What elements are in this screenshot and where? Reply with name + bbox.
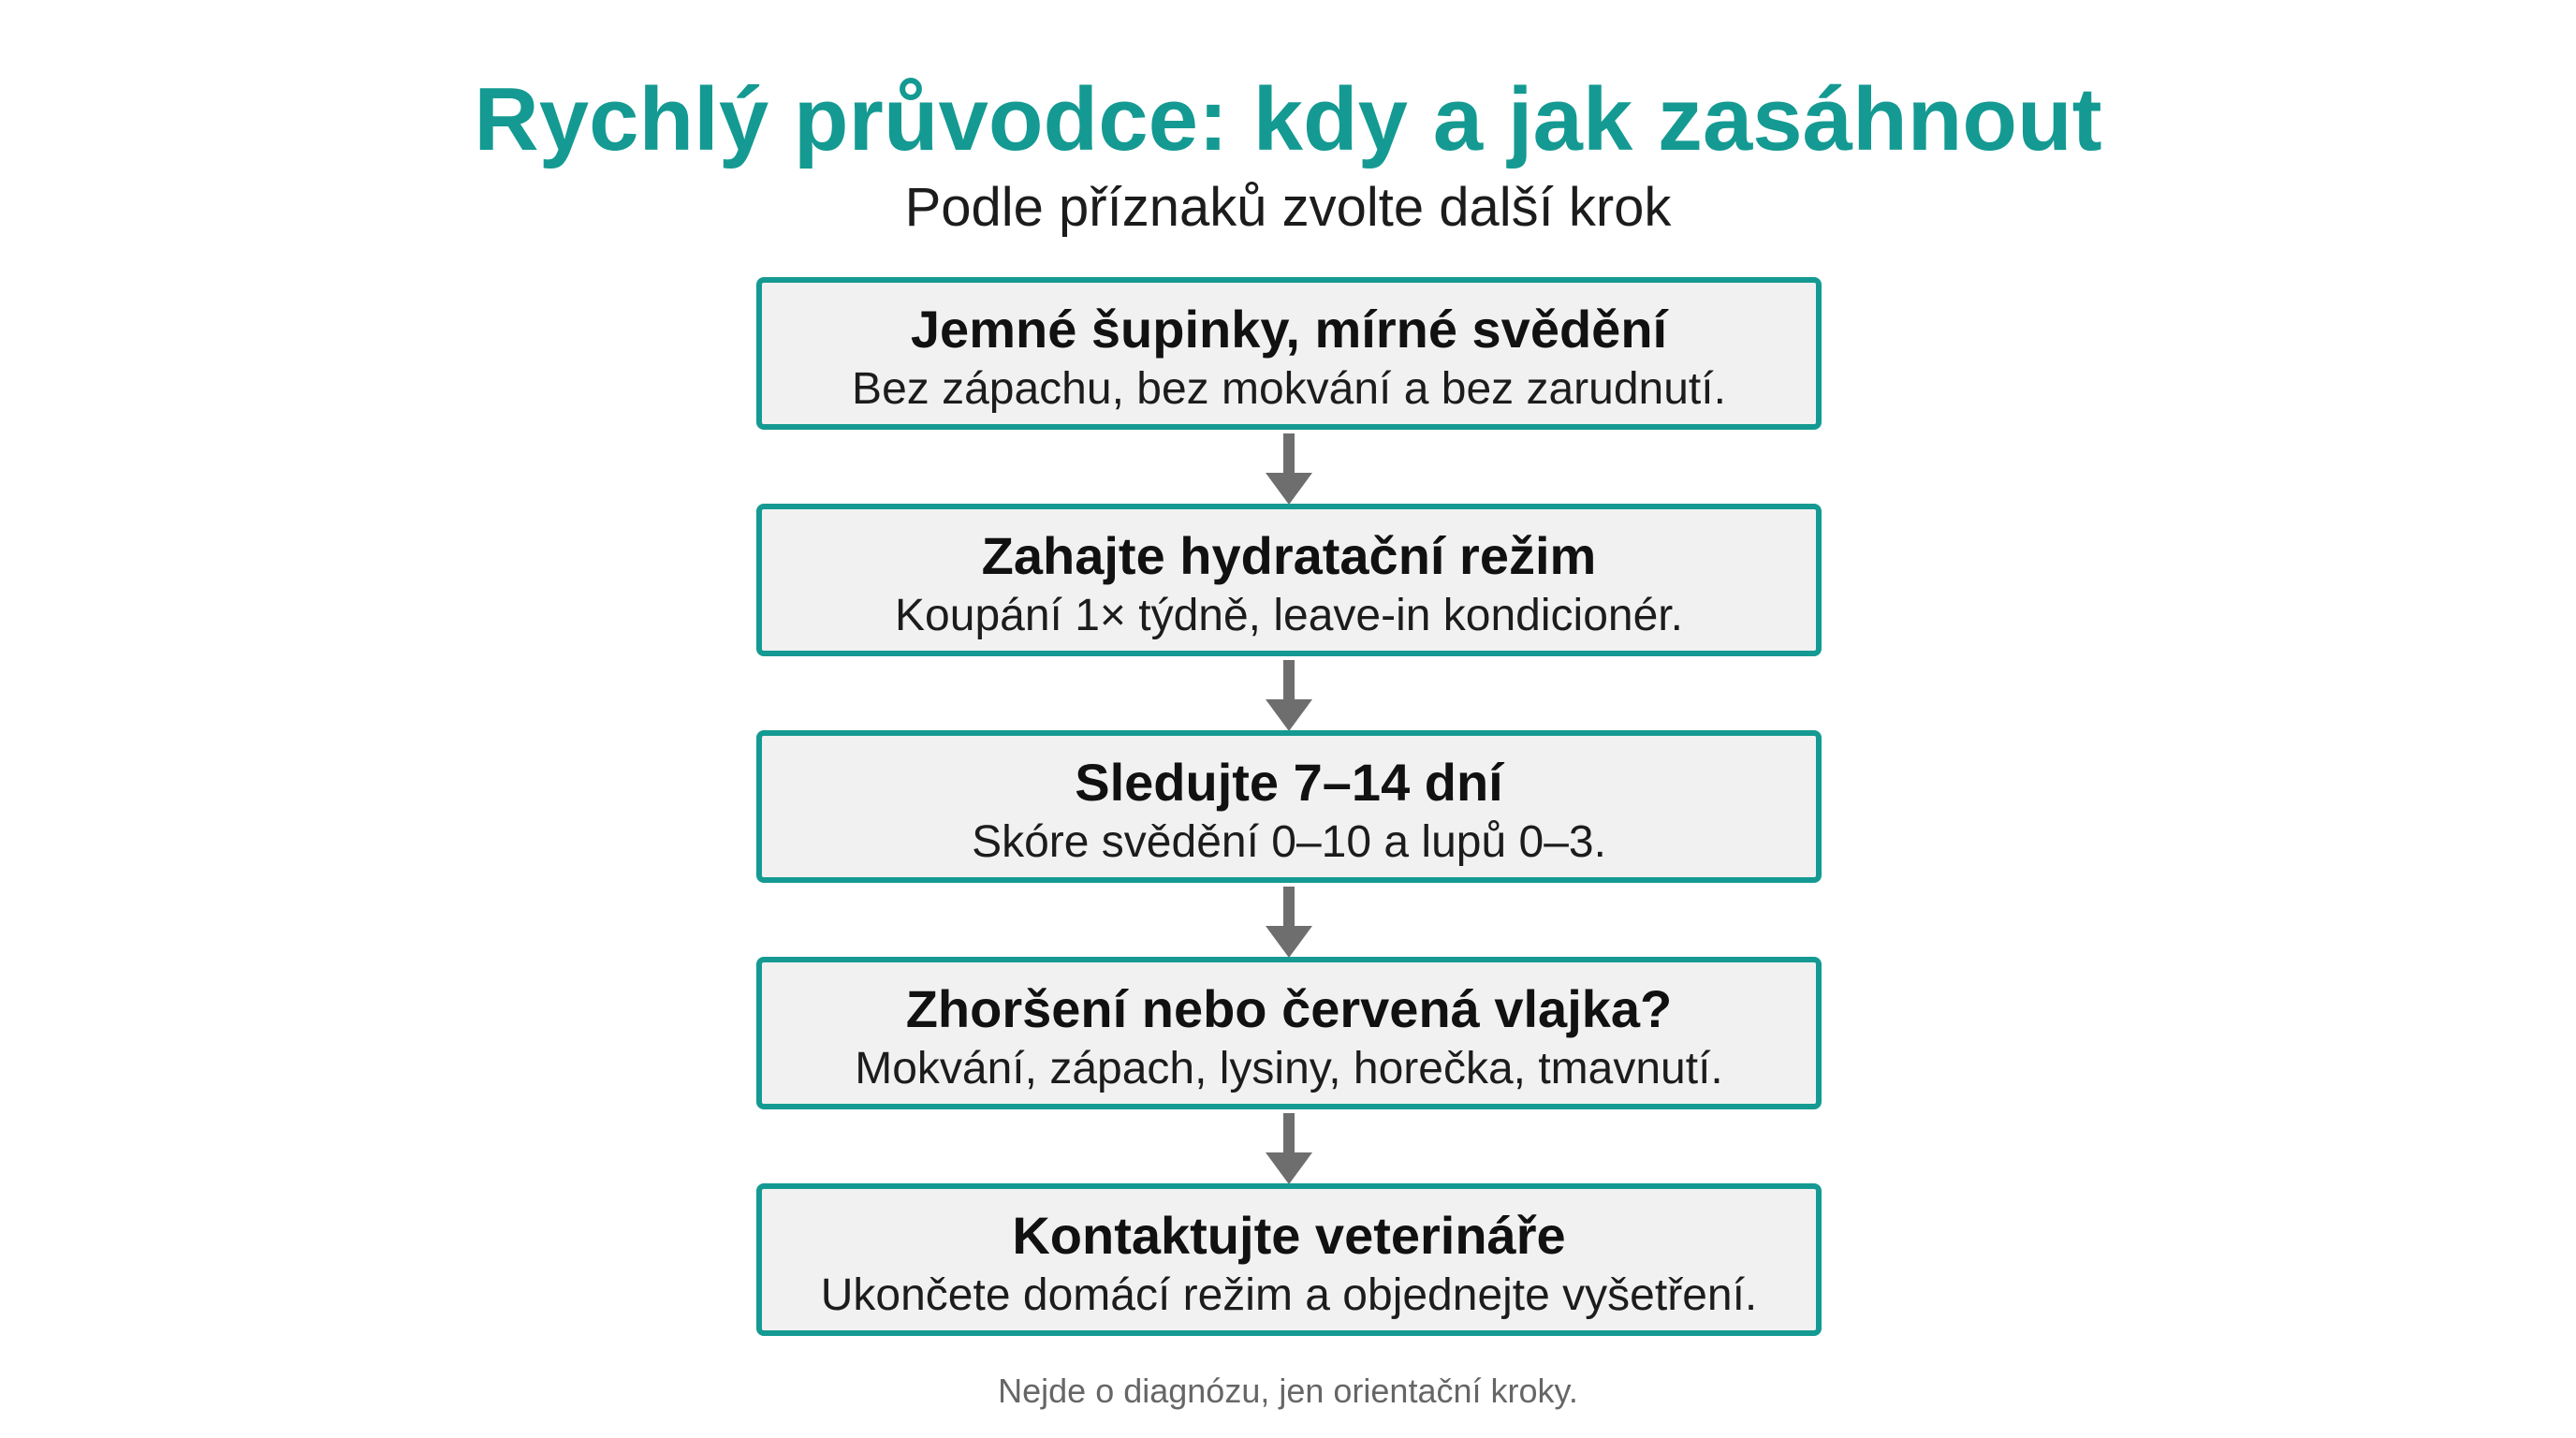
step-box-5 xyxy=(756,1183,1822,1336)
arrow-down-icon xyxy=(1266,887,1312,960)
step-title: Zhoršení nebo červená vlajka? xyxy=(905,979,1673,1038)
step-title: Sledujte 7–14 dní xyxy=(1075,753,1503,812)
step-description: Ukončete domácí režim a objednejte vyšetření. xyxy=(820,1270,1758,1320)
page-subtitle: Podle příznaků zvolte další krok xyxy=(904,177,1672,238)
step-title: Zahajte hydratační režim xyxy=(981,526,1597,585)
step-box-2 xyxy=(756,504,1822,656)
arrow-down-icon xyxy=(1266,433,1312,506)
page-title: Rychlý průvodce: kdy a jak zasáhnout xyxy=(474,69,2102,169)
step-box-1 xyxy=(756,277,1822,430)
arrow-down-icon xyxy=(1266,660,1312,733)
step-title: Jemné šupinky, mírné svědění xyxy=(910,300,1668,359)
arrow-down-icon xyxy=(1266,1113,1312,1186)
step-box-3 xyxy=(756,730,1822,883)
step-description: Koupání 1× týdně, leave-in kondicionér. xyxy=(895,591,1683,640)
step-box-4 xyxy=(756,957,1822,1109)
step-description: Mokvání, zápach, lysiny, horečka, tmavnutí. xyxy=(855,1044,1723,1093)
step-title: Kontaktujte veterináře xyxy=(1012,1206,1566,1265)
footnote: Nejde o diagnózu, jen orientační kroky. xyxy=(998,1372,1578,1410)
step-description: Skóre svědění 0–10 a lupů 0–3. xyxy=(972,817,1606,867)
step-description: Bez zápachu, bez mokvání a bez zarudnutí. xyxy=(852,364,1726,414)
